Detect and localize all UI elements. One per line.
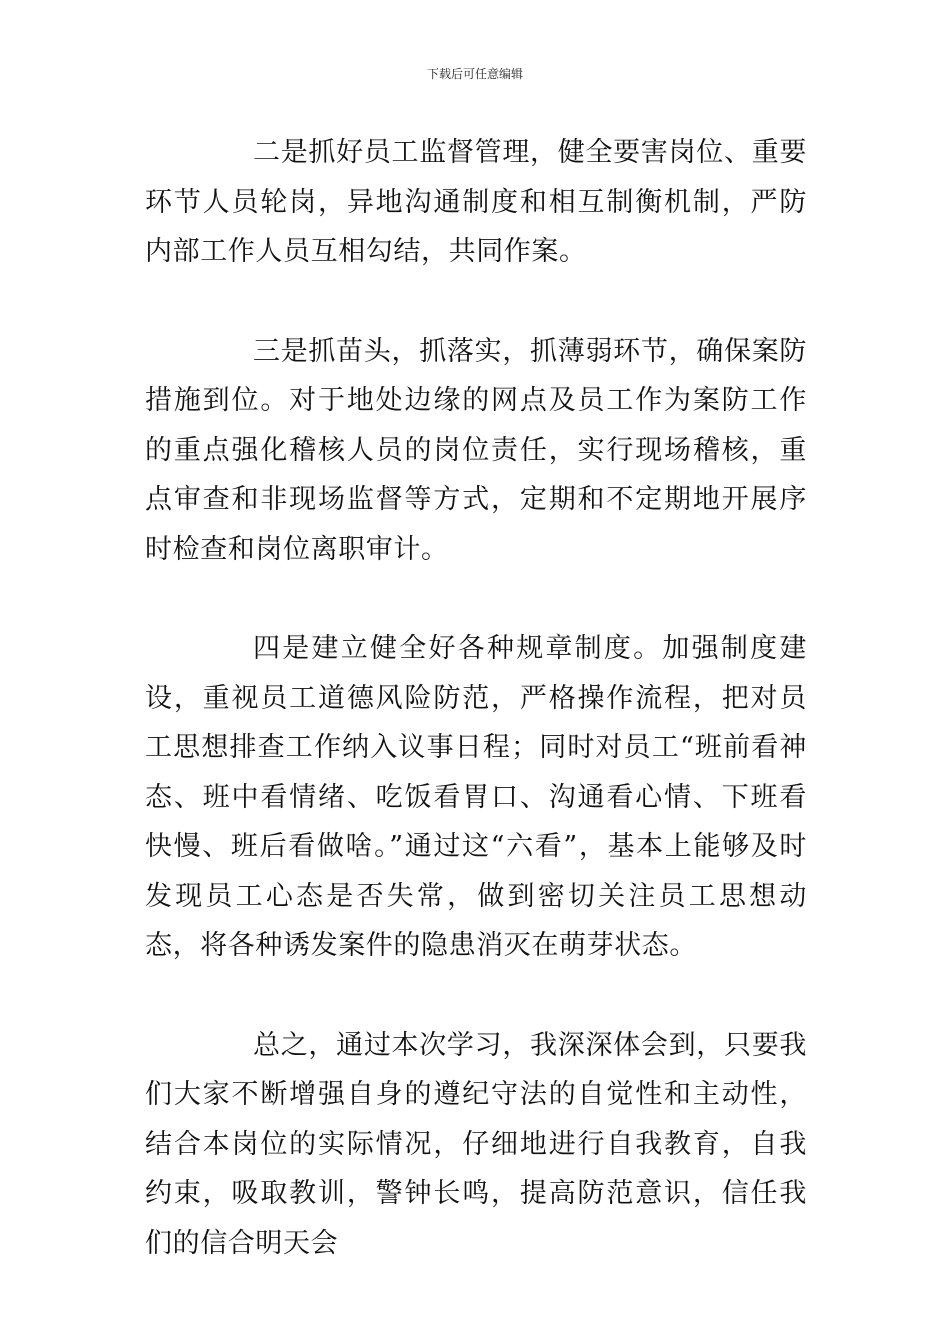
document-body <box>145 128 807 1268</box>
paragraph-3: 三是抓苗头，抓落实，抓薄弱环节，确保案防措施到位。对于地处边缘的网点及员工作为案防工作的重点强化稽核人员的岗位责任，实行现场稽核，重点审查和非现场监督等方式，定期和不定期地开展序时检查和岗位离职审计。 <box>145 335 807 565</box>
header-note: 下载后可任意编辑 <box>426 67 523 81</box>
paragraph-2: 二是抓好员工监督管理，健全要害岗位、重要环节人员轮岗，异地沟通制度和相互制衡机制，严防内部工作人员互相勾结，共同作案。 <box>145 137 807 267</box>
paragraph-conclusion: 总之，通过本次学习，我深深体会到，只要我们大家不断增强自身的遵纪守法的自觉性和主动性，结合本岗位的实际情况，仔细地进行自我教育，自我约束，吸取教训，警钟长鸣，提高防范意识，信任我们的信合明天会 <box>145 1029 807 1259</box>
paragraph-4: 四是建立健全好各种规章制度。加强制度建设，重视员工道德风险防范，严格操作流程，把对员工思想排查工作纳入议事日程；同时对员工“班前看神态、班中看情绪、吃饭看胃口、沟通看心情、下班看快慢、班后看做啥。”通过这“六看”，基本上能够及时发现员工心态是否失常，做到密切关注员工思想动态，将各种诱发案件的隐患消灭在萌芽状态。 <box>145 633 807 961</box>
